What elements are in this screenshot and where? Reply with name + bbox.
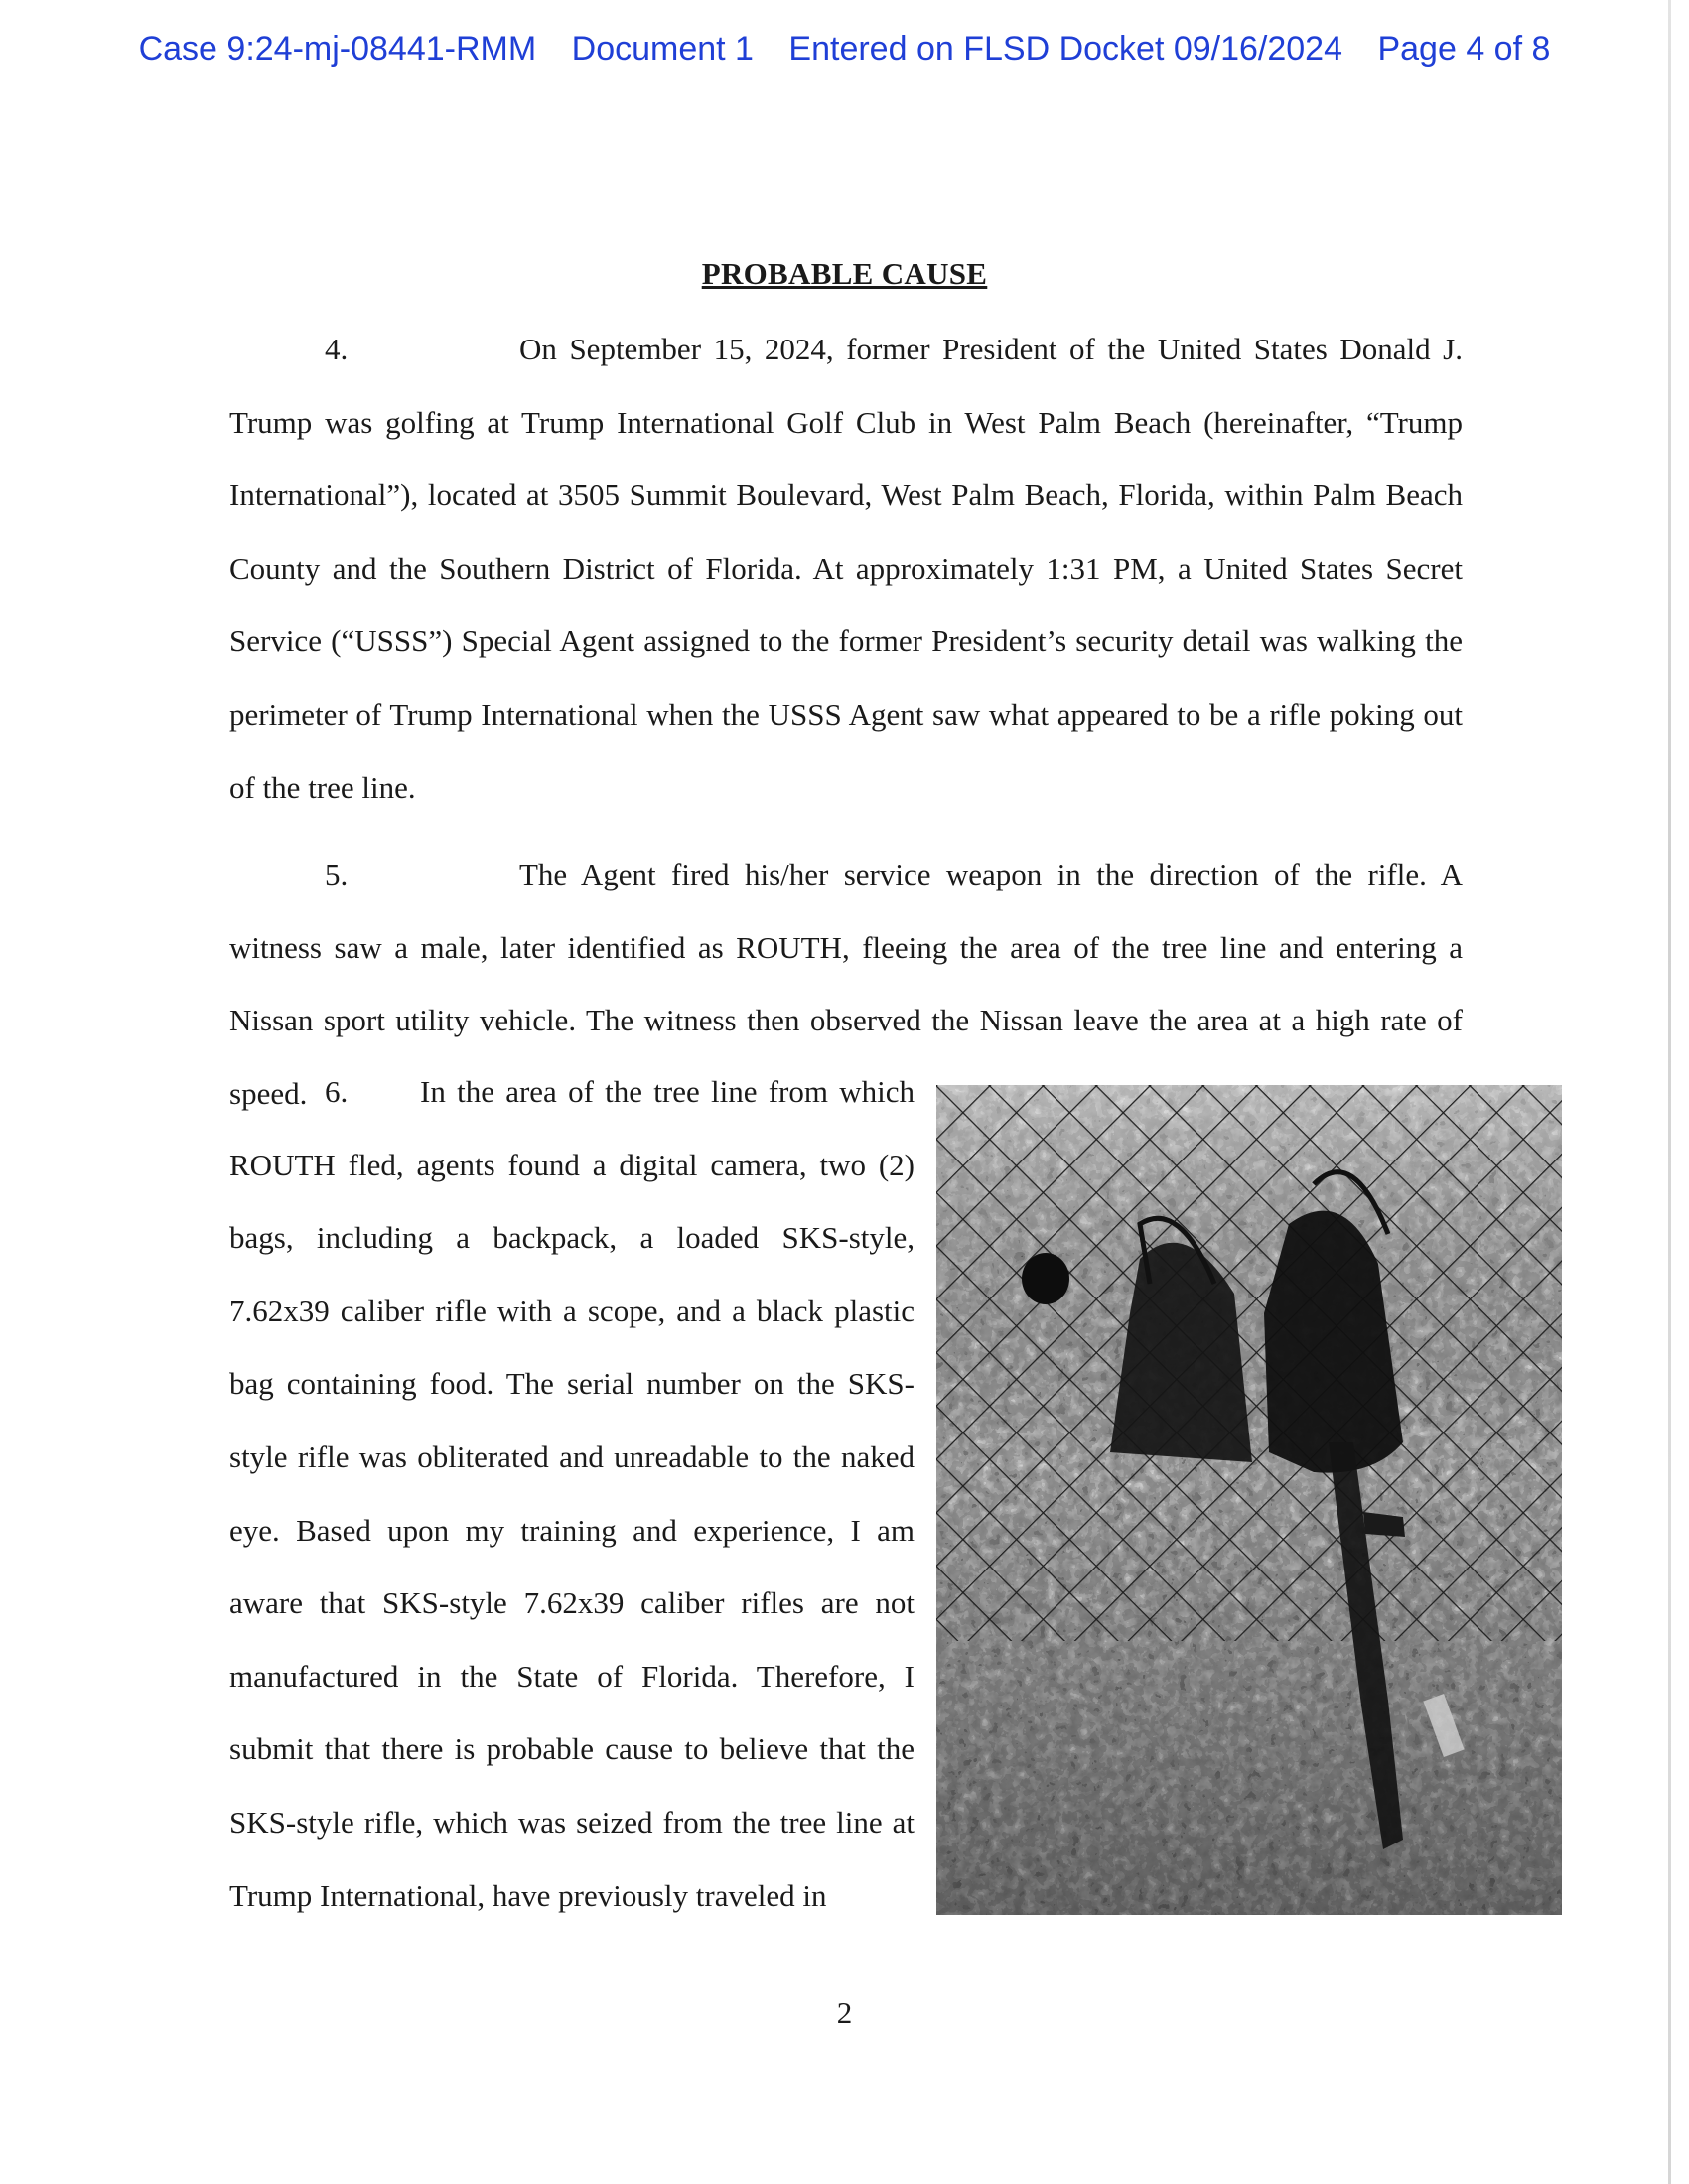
header-case-number: Case 9:24-mj-08441-RMM <box>138 30 537 68</box>
paragraph-text: On September 15, 2024, former President of the United States Donald J. Trump was golfing at Trump International Golf Club in West Palm Beach (hereinafter, “Trump International”), located at 3505 Summit Boulevard, West Palm Beach, Florida, within Palm Beach County and the Southern District of Florida. At approximately 1:31 PM, a United States Secret Service (“USSS”) Special Agent assigned to the former President’s security detail was walking the perimeter of Trump International when the USSS Agent saw what appeared to be a rifle poking out of the tree line. <box>229 332 1463 805</box>
paragraph-text: The Agent fired his/her service weapon in the direction of the rifle. A witness saw a male, later identified as ROUTH, fleeing the area of the tree line and entering a Nissan sport utility vehicle. The witness then observed the Nissan leave the area at a high rate of speed. <box>229 857 1463 1111</box>
ecf-header <box>0 30 1689 68</box>
paragraph-number: 4. <box>325 332 349 366</box>
paragraph-6-block <box>229 1055 915 1932</box>
paragraph-number: 5. <box>325 857 349 891</box>
paragraph <box>229 313 1463 824</box>
page-number: 2 <box>836 1995 853 2030</box>
paragraph-number: 6. <box>325 1074 349 1109</box>
header-entered-date: Entered on FLSD Docket 09/16/2024 <box>788 30 1343 68</box>
paragraph-text: In the area of the tree line from which ROUTH fled, agents found a digital camera, two (2) bags, including a backpack, a loaded SKS-style, 7.62x39 caliber rifle with a scope, and a black plastic bag containing food. The serial number on the SKS-style rifle was obliterated and unreadable to the naked eye. Based upon my training and experience, I am aware that SKS-style 7.62x39 caliber rifles are not manufactured in the State of Florida. Therefore, I submit that there is probable cause to believe that the SKS-style rifle, which was seized from the tree line at Trump International, have previously traveled in <box>229 1074 915 1913</box>
paragraph <box>229 1055 915 1932</box>
header-document-number: Document 1 <box>571 30 754 68</box>
header-page-count: Page 4 of 8 <box>1377 30 1551 68</box>
paragraph-4-block <box>229 313 1463 824</box>
evidence-photo <box>936 1085 1562 1915</box>
scan-edge-shadow <box>1668 0 1671 2184</box>
section-heading: PROBABLE CAUSE <box>701 256 988 291</box>
